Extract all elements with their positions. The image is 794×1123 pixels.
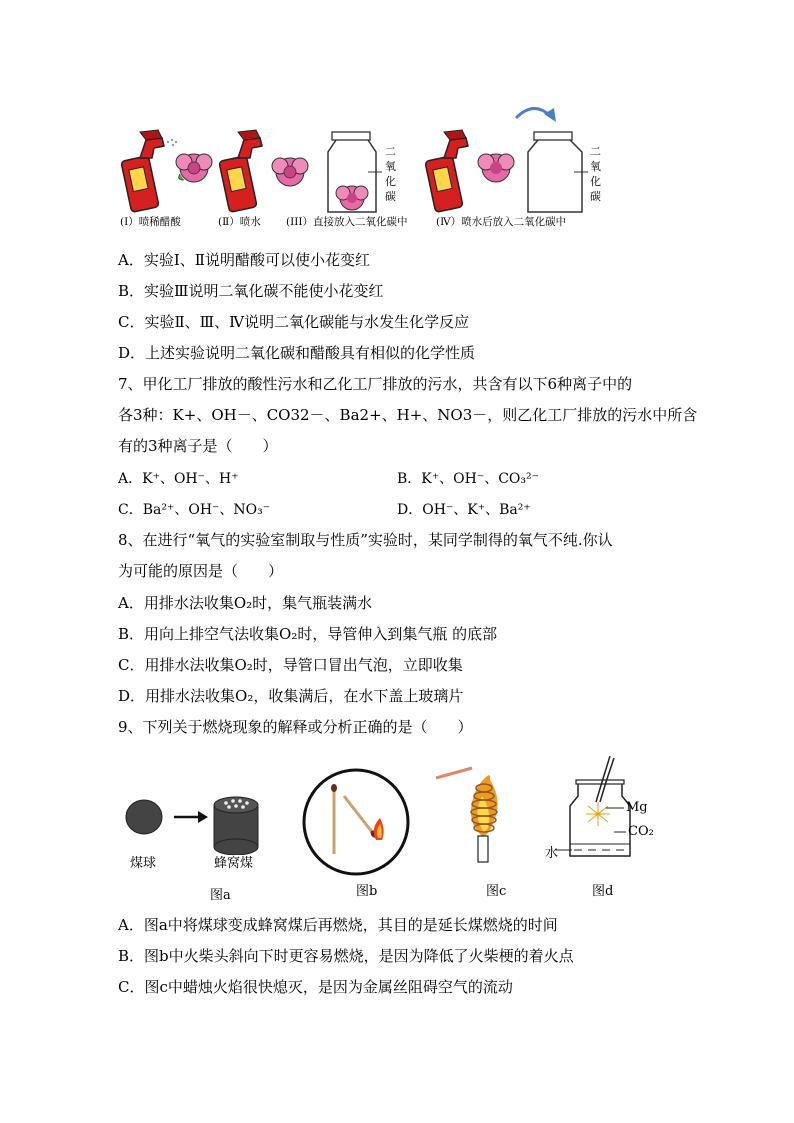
- spray-bottle-icon: [219, 130, 262, 212]
- spray-bottle-icon: [425, 130, 468, 212]
- figure-caption-1: (I）喷稀醋酸: [120, 216, 181, 228]
- q9-option-c: C．图c中蜡烛火焰很快熄灭，是因为金属丝阻碍空气的流动: [118, 978, 513, 996]
- figure-d-label: 图d: [592, 884, 614, 899]
- flower-experiment-figure: [118, 100, 608, 230]
- magnesium-burning-icon: [586, 802, 610, 826]
- mg-label: Mg: [626, 800, 648, 815]
- coal-ball-label: 煤球: [130, 856, 157, 871]
- water-label: 水: [545, 846, 559, 861]
- honeycomb-coal-icon: [214, 797, 258, 855]
- curved-arrow-icon: [516, 108, 556, 122]
- q8-option-d: D．用排水法收集O₂，收集满后，在水下盖上玻璃片: [118, 687, 464, 705]
- flower-icon: [478, 154, 514, 182]
- q6-option-a: A．实验Ⅰ、Ⅱ说明醋酸可以使小花变红: [118, 251, 370, 269]
- q6-option-d: D．上述实验说明二氧化碳和醋酸具有相似的化学性质: [118, 344, 476, 362]
- q7-option-c: C．Ba²⁺、OH⁻、NO₃⁻: [118, 502, 271, 518]
- figure-d-drawing: [548, 756, 668, 866]
- q8-stem-line1: 8、在进行“氧气的实验室制取与性质”实验时，某同学制得的氧气不纯.你认: [118, 531, 613, 549]
- figure-caption-2: (Ⅱ）喷水: [218, 216, 261, 228]
- candle-icon: [478, 836, 488, 862]
- honeycomb-coal-label: 蜂窝煤: [214, 856, 254, 871]
- figure-b-label: 图b: [356, 884, 378, 899]
- q7-stem-line2: 各3种：K+、OH－、CO32－、Ba2+、H+、NO3－，则乙化工厂排放的污水中所含: [118, 406, 698, 424]
- tongs-icon: [596, 756, 614, 802]
- flower-icon: [336, 186, 368, 210]
- figure-c-drawing: [432, 762, 512, 866]
- q9-option-b: B．图b中火柴头斜向下时更容易燃烧，是因为降低了火柴梗的着火点: [118, 947, 574, 965]
- q9-stem: 9、下列关于燃烧现象的解释或分析正确的是（ ）: [118, 718, 473, 736]
- flower-icon: [176, 154, 212, 182]
- figure-caption-3: (III）直接放入二氧化碳中: [286, 216, 408, 228]
- q7-stem-line3: 有的3种离子是（ ）: [118, 437, 278, 455]
- q7-option-a: A．K⁺、OH⁻、H⁺: [118, 471, 239, 487]
- q8-option-a: A．用排水法收集O₂时，集气瓶装满水: [118, 594, 373, 612]
- jar-label-1: 二 氧 化 碳: [385, 145, 396, 203]
- arrow-right-icon: [174, 811, 208, 823]
- flower-experiment-drawing: [118, 100, 608, 214]
- q8-option-b: B．用向上排空气法收集O₂时，导管伸入到集气瓶 的底部: [118, 625, 498, 643]
- flower-icon: [272, 158, 308, 186]
- spray-mist-icon: [167, 139, 177, 146]
- q6-option-b: B．实验Ⅲ说明二氧化碳不能使小花变红: [118, 282, 384, 300]
- gas-jar-icon: [528, 132, 588, 212]
- q6-option-c: C．实验Ⅱ、Ⅲ、Ⅳ说明二氧化碳能与水发生化学反应: [118, 313, 470, 331]
- figure-a-drawing: [118, 785, 278, 855]
- q7-option-d: D．OH⁻、K⁺、Ba²⁺: [397, 502, 531, 518]
- figure-a-label: 图a: [210, 888, 231, 903]
- q9-option-a: A．图a中将煤球变成蜂窝煤后再燃烧，其目的是延长煤燃烧的时间: [118, 916, 558, 934]
- figure-b-frame: [304, 770, 408, 874]
- coal-ball-icon: [126, 800, 162, 834]
- q8-stem-line2: 为可能的原因是（ ）: [118, 562, 284, 580]
- q7-stem-line1: 7、甲化工厂排放的酸性污水和乙化工厂排放的污水，共含有以下6种离子中的: [118, 375, 633, 393]
- gas-bottle-icon: [570, 780, 630, 856]
- co2-label: CO₂: [628, 824, 654, 839]
- q8-option-c: C．用排水法收集O₂时，导管口冒出气泡，立即收集: [118, 656, 463, 674]
- jar-label-2: 二 氧 化 碳: [590, 145, 601, 203]
- spray-bottle-icon: [121, 130, 164, 212]
- q7-option-b: B．K⁺、OH⁻、CO₃²⁻: [397, 471, 540, 487]
- figure-b-drawing: [300, 766, 412, 878]
- figure-c-label: 图c: [486, 884, 507, 899]
- metal-wire-icon: [436, 768, 472, 778]
- figure-caption-4: (Ⅳ）喷水后放入二氧化碳中: [436, 216, 567, 228]
